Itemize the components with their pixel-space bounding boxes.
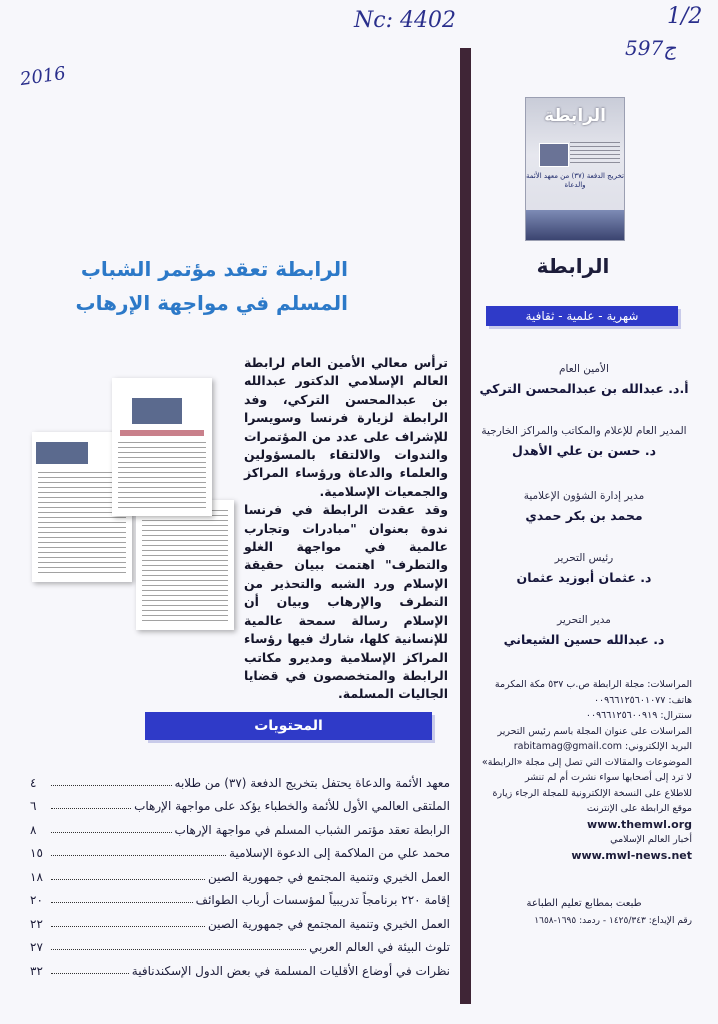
article-paragraph: وقد عقدت الرابطة في فرنسا ندوة بعنوان "مبادرات وتجارب عالمية في مواجهة الغلو والتطرف" اهتمت ببيان حقيقة الإسلام ورد الشبه والتحذير من التطرف والإرهاب وبيان أن الإسلام رسالة سمحة عالمية للإنسانية كلها، شارك فيها رؤساء المراكز الإسلامية ومديرو مكاتب الرابطة والمتخصصون في قضايا الجاليات المسلمة. bbox=[244, 502, 448, 702]
column-divider bbox=[460, 48, 471, 1004]
toc-item-title: نظرات في أوضاع الأقليات المسلمة في بعض الدول الإسكندنافية bbox=[131, 963, 450, 978]
article-page-thumbnail bbox=[136, 500, 234, 630]
toc-item-page: ٣٢ bbox=[30, 963, 43, 978]
toc-item[interactable] bbox=[30, 931, 450, 955]
email-label: البريد الإلكتروني: bbox=[625, 741, 692, 752]
contact-email-row bbox=[476, 739, 692, 755]
toc-item-page: ٢٠ bbox=[30, 893, 43, 907]
printer-line: طبعت بمطابع تعليم الطباعة bbox=[526, 898, 642, 909]
toc-item-title: محمد علي من الملاكمة إلى الدعوة الإسلامية bbox=[229, 846, 450, 860]
toc-header: المحتويات bbox=[145, 712, 432, 740]
staff-name: أ.د. عبدالله بن عبدالمحسن التركي bbox=[479, 381, 689, 396]
toc-leader-dots bbox=[51, 879, 205, 880]
email-link[interactable]: rabitamag@gmail.com bbox=[513, 741, 623, 752]
toc-leader-dots bbox=[51, 832, 172, 833]
toc-item-page: ٦ bbox=[30, 799, 37, 813]
contact-block bbox=[476, 677, 692, 863]
toc-leader-dots bbox=[51, 808, 131, 809]
staff-role: مدير التحرير bbox=[557, 614, 611, 626]
headline-line-1: الرابطة تعقد مؤتمر الشباب bbox=[80, 257, 348, 281]
toc-item-page: ١٨ bbox=[30, 869, 43, 884]
toc-leader-dots bbox=[51, 949, 306, 950]
staff-role: رئيس التحرير bbox=[554, 552, 614, 564]
staff-role: الأمين العام bbox=[559, 363, 609, 375]
staff-name: د. عثمان أبوزيد عثمان bbox=[516, 570, 652, 585]
toc-item-page: ٢٧ bbox=[30, 940, 43, 954]
contact-phone: هاتف: ٠٠٩٦٦١٢٥٦٠١٠٧٧ bbox=[593, 694, 692, 706]
toc-item-title: العمل الخيري وتنمية المجتمع في جمهورية الصين bbox=[208, 869, 450, 884]
contact-note: المراسلات على عنوان المجلة باسم رئيس التحرير bbox=[497, 725, 692, 737]
article-headline bbox=[30, 252, 348, 320]
toc-leader-dots bbox=[51, 855, 226, 856]
toc-item-title: الرابطة تعقد مؤتمر الشباب المسلم في مواجهة الإرهاب bbox=[174, 822, 450, 837]
thumbnail-photo bbox=[36, 442, 88, 464]
toc-item[interactable] bbox=[30, 837, 450, 861]
cover-crowd-photo bbox=[526, 210, 624, 240]
article-body bbox=[244, 354, 448, 704]
toc-item[interactable] bbox=[30, 907, 450, 931]
toc-item-title: الملتقى العالمي الأول للأئمة والخطباء يؤكد على مواجهة الإرهاب bbox=[134, 799, 450, 813]
staff-role: المدير العام للإعلام والمكاتب والمراكز الخارجية bbox=[481, 425, 687, 437]
staff-secretary-general bbox=[476, 363, 692, 396]
thumbnail-photo bbox=[132, 398, 182, 424]
staff-managing-editor bbox=[476, 614, 692, 647]
contact-online: للاطلاع على النسخة الإلكترونية للمجلة الرجاء زيارة موقع الرابطة على الإنترنت bbox=[492, 787, 692, 814]
thumbnail-text-lines bbox=[118, 442, 206, 510]
staff-editor-in-chief bbox=[476, 552, 692, 585]
news-site-link[interactable]: www.mwl-news.net bbox=[571, 848, 692, 862]
magazine-cover-thumbnail bbox=[525, 97, 625, 241]
article-page-thumbnail bbox=[112, 378, 212, 516]
staff-name: د. عبدالله حسين الشيعاني bbox=[503, 632, 665, 647]
handwritten-code: 597ج bbox=[625, 36, 677, 60]
toc-item-page: ٤ bbox=[30, 775, 37, 790]
handwritten-year: 2016 bbox=[18, 62, 68, 91]
staff-role: مدير إدارة الشؤون الإعلامية bbox=[523, 490, 645, 502]
toc-item-title: تلوث البيئة في العالم العربي bbox=[309, 940, 450, 954]
table-of-contents bbox=[30, 766, 450, 978]
toc-item-page: ٨ bbox=[30, 822, 37, 837]
cover-caption-lines bbox=[570, 142, 620, 166]
toc-leader-dots bbox=[51, 785, 172, 786]
thumbnail-title-bar bbox=[120, 430, 204, 436]
toc-item-page: ١٥ bbox=[30, 846, 43, 860]
news-label: أخبار العالم الإسلامي bbox=[610, 834, 692, 845]
cover-title: الرابطة bbox=[544, 106, 606, 126]
staff-media-director bbox=[476, 425, 692, 458]
toc-item-title: معهد الأئمة والدعاة يحتفل بتخريج الدفعة (٣٧) من طلابه bbox=[174, 775, 450, 790]
tagline-bar: شهرية - علمية - ثقافية bbox=[486, 306, 678, 326]
toc-leader-dots bbox=[51, 973, 129, 974]
cover-headline: تخريج الدفعة (٣٧) من معهد الأئمة والدعاة bbox=[526, 172, 624, 189]
contact-policy: الموضوعات والمقالات التي تصل إلى مجلة «الرابطة» لا ترد إلى أصحابها سواء نشرت أم لم تنشر bbox=[481, 756, 692, 783]
handwritten-accession-number: Nc: 4402 bbox=[354, 8, 456, 33]
toc-item-title: العمل الخيري وتنمية المجتمع في جمهورية الصين bbox=[208, 916, 450, 931]
thumbnail-text-lines bbox=[142, 510, 228, 622]
article-paragraph: ترأس معالي الأمين العام لرابطة العالم الإسلامي الدكتور عبدالله بن عبدالمحسن التركي، وفد الرابطة لزيارة فرنسا وسويسرا للإشراف على عدد من المؤتمرات والندوات والالتقاء بالمسؤولين والعلماء والدعاة ورؤساء المراكز والجمعيات الإسلامية. bbox=[244, 355, 448, 499]
toc-leader-dots bbox=[51, 902, 193, 903]
contact-address: المراسلات: مجلة الرابطة ص.ب ٥٣٧ مكة المكرمة bbox=[494, 679, 692, 690]
toc-item[interactable] bbox=[30, 766, 450, 790]
toc-item[interactable] bbox=[30, 813, 450, 837]
staff-name: محمد بن بكر حمدي bbox=[525, 508, 643, 523]
toc-item-title: إقامة ٢٢٠ برنامجاً تدريبياً لمؤسسات أرباب الطوائف bbox=[195, 893, 450, 907]
toc-leader-dots bbox=[51, 926, 205, 927]
masthead-title: الرابطة bbox=[536, 254, 610, 278]
staff-media-affairs-manager bbox=[476, 490, 692, 523]
handwritten-page-fraction: 1/2 bbox=[667, 4, 703, 29]
contact-switchboard: سنترال: ٠٠٩٦٦١٢٥٦٠٠٩١٩ bbox=[585, 710, 692, 721]
deposit-number: رقم الإيداع: ١٤٢٥/٣٤٣ - ردمد: ١٦٩٥-١٦٥٨ bbox=[534, 916, 692, 926]
toc-item[interactable] bbox=[30, 790, 450, 814]
toc-item[interactable] bbox=[30, 860, 450, 884]
toc-item[interactable] bbox=[30, 884, 450, 908]
staff-name: د. حسن بن علي الأهدل bbox=[511, 443, 657, 458]
headline-line-2: المسلم في مواجهة الإرهاب bbox=[75, 291, 348, 315]
website-link[interactable]: www.themwl.org bbox=[587, 817, 692, 831]
toc-item-page: ٢٢ bbox=[30, 916, 43, 931]
toc-item[interactable] bbox=[30, 954, 450, 978]
cover-photo bbox=[539, 143, 569, 167]
